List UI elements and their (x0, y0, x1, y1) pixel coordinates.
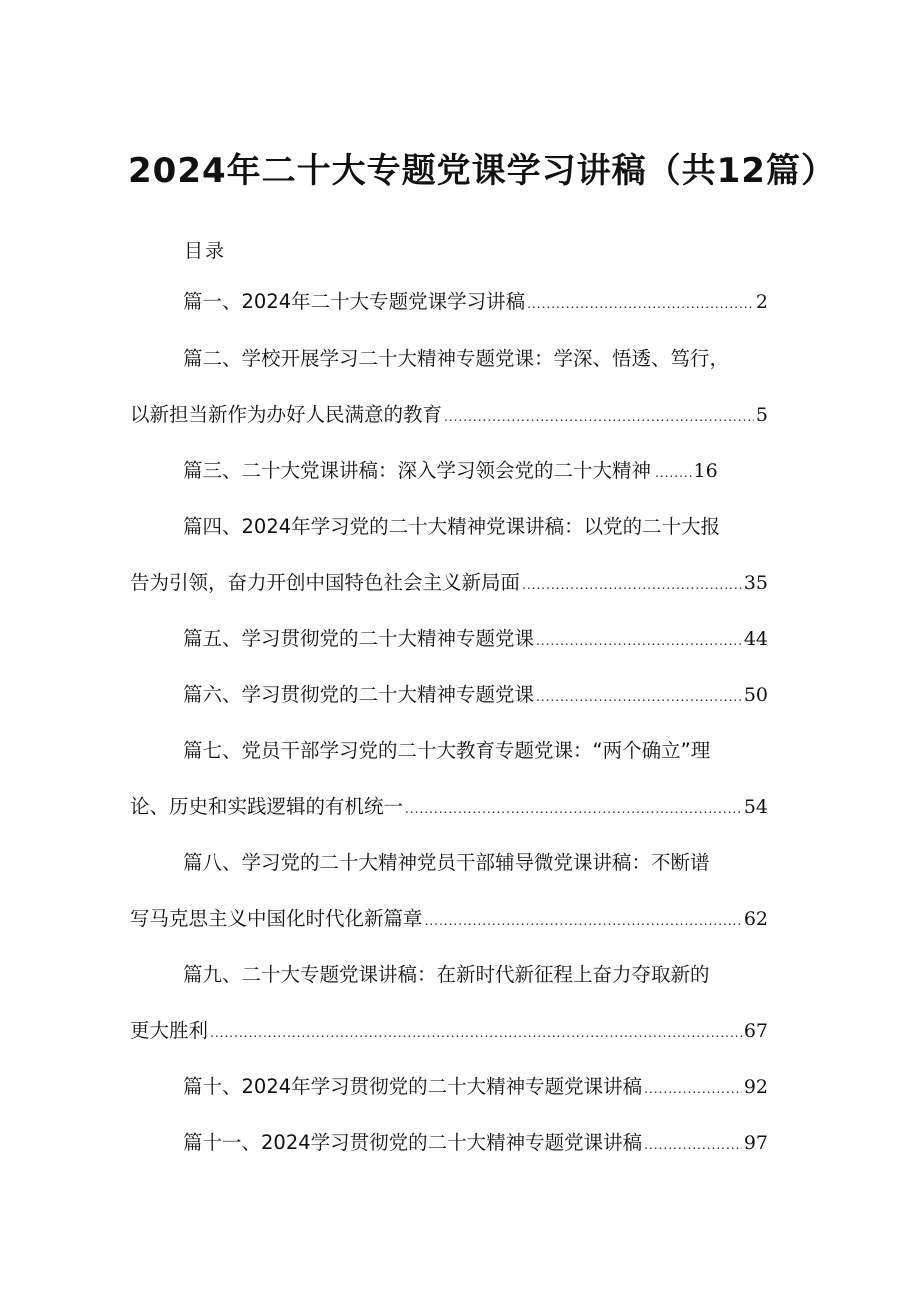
toc-entry-5[interactable] (183, 623, 768, 653)
toc-entry-text: 篇九、二十大专题党课讲稿：在新时代新征程上奋力夺取新的 (183, 963, 710, 986)
document-title: 2024年二十大专题党课学习讲稿（共12篇） (128, 151, 836, 191)
toc-entry-text: 篇七、党员干部学习党的二十大教育专题党课：“两个确立”理 (183, 739, 711, 762)
toc-entry-text: 篇三、二十大党课讲稿：深入学习领会党的二十大精神 (183, 459, 652, 482)
toc-entry-2-continuation[interactable] (130, 399, 768, 429)
toc-entry-9[interactable] (183, 959, 768, 989)
toc-entry-8-continuation[interactable] (130, 903, 768, 933)
toc-page-number: 5 (755, 404, 768, 426)
dot-leader (522, 578, 742, 592)
toc-entry-7[interactable] (183, 735, 768, 765)
toc-entry-3[interactable] (183, 455, 768, 485)
toc-entry-text: 篇二、学校开展学习二十大精神专题党课：学深、悟透、笃行， (183, 347, 730, 370)
toc-entry-1[interactable] (183, 286, 768, 316)
toc-page-number: 67 (743, 1020, 768, 1042)
toc-page-number: 16 (693, 460, 718, 482)
toc-heading: 目录 (184, 240, 227, 262)
dot-leader (644, 1138, 742, 1152)
toc-entry-text: 更大胜利 (130, 1019, 209, 1042)
toc-entry-text: 篇五、学习贯彻党的二十大精神专题党课 (183, 627, 535, 650)
toc-page-number: 62 (743, 908, 768, 930)
toc-page-number: 92 (743, 1076, 768, 1098)
toc-page-number: 2 (755, 291, 768, 313)
toc-entry-text: 写马克思主义中国化时代化新篇章 (130, 907, 423, 930)
toc-entry-text: 篇四、2024年学习党的二十大精神党课讲稿：以党的二十大报 (183, 515, 721, 538)
toc-page-number: 97 (743, 1132, 768, 1154)
toc-page-number: 50 (743, 684, 768, 706)
toc-entry-text: 以新担当新作为办好人民满意的教育 (130, 403, 443, 426)
dot-leader (210, 1026, 742, 1040)
dot-leader (644, 1082, 742, 1096)
toc-entry-11[interactable] (183, 1127, 768, 1157)
dot-leader (444, 410, 754, 424)
toc-entry-4-continuation[interactable] (130, 567, 768, 597)
toc-entry-text: 篇一、2024年二十大专题党课学习讲稿 (183, 290, 526, 313)
toc-entry-text: 告为引领，奋力开创中国特色社会主义新局面 (130, 571, 521, 594)
toc-entry-text: 篇十、2024年学习贯彻党的二十大精神专题党课讲稿 (183, 1075, 643, 1098)
toc-entry-text: 篇八、学习党的二十大精神党员干部辅导微党课讲稿：不断谱 (183, 851, 710, 874)
toc-page-number: 35 (743, 572, 768, 594)
toc-entry-7-continuation[interactable] (130, 791, 768, 821)
dot-leader (536, 690, 742, 704)
toc-entry-6[interactable] (183, 679, 768, 709)
toc-entry-9-continuation[interactable] (130, 1015, 768, 1045)
dot-leader (536, 634, 742, 648)
toc-entry-2[interactable] (183, 343, 768, 373)
dot-leader (405, 802, 742, 816)
toc-entry-8[interactable] (183, 847, 768, 877)
toc-entry-text: 论、历史和实践逻辑的有机统一 (130, 795, 404, 818)
toc-entry-text: 篇十一、2024学习贯彻党的二十大精神专题党课讲稿 (183, 1131, 643, 1154)
toc-page-number: 44 (743, 628, 768, 650)
dot-leader: ........ (655, 466, 694, 480)
dot-leader (425, 914, 742, 928)
toc-entry-4[interactable] (183, 511, 768, 541)
toc-entry-text: 篇六、学习贯彻党的二十大精神专题党课 (183, 683, 535, 706)
toc-entry-10[interactable] (183, 1071, 768, 1101)
dot-leader (527, 297, 754, 311)
toc-page-number: 54 (743, 796, 768, 818)
